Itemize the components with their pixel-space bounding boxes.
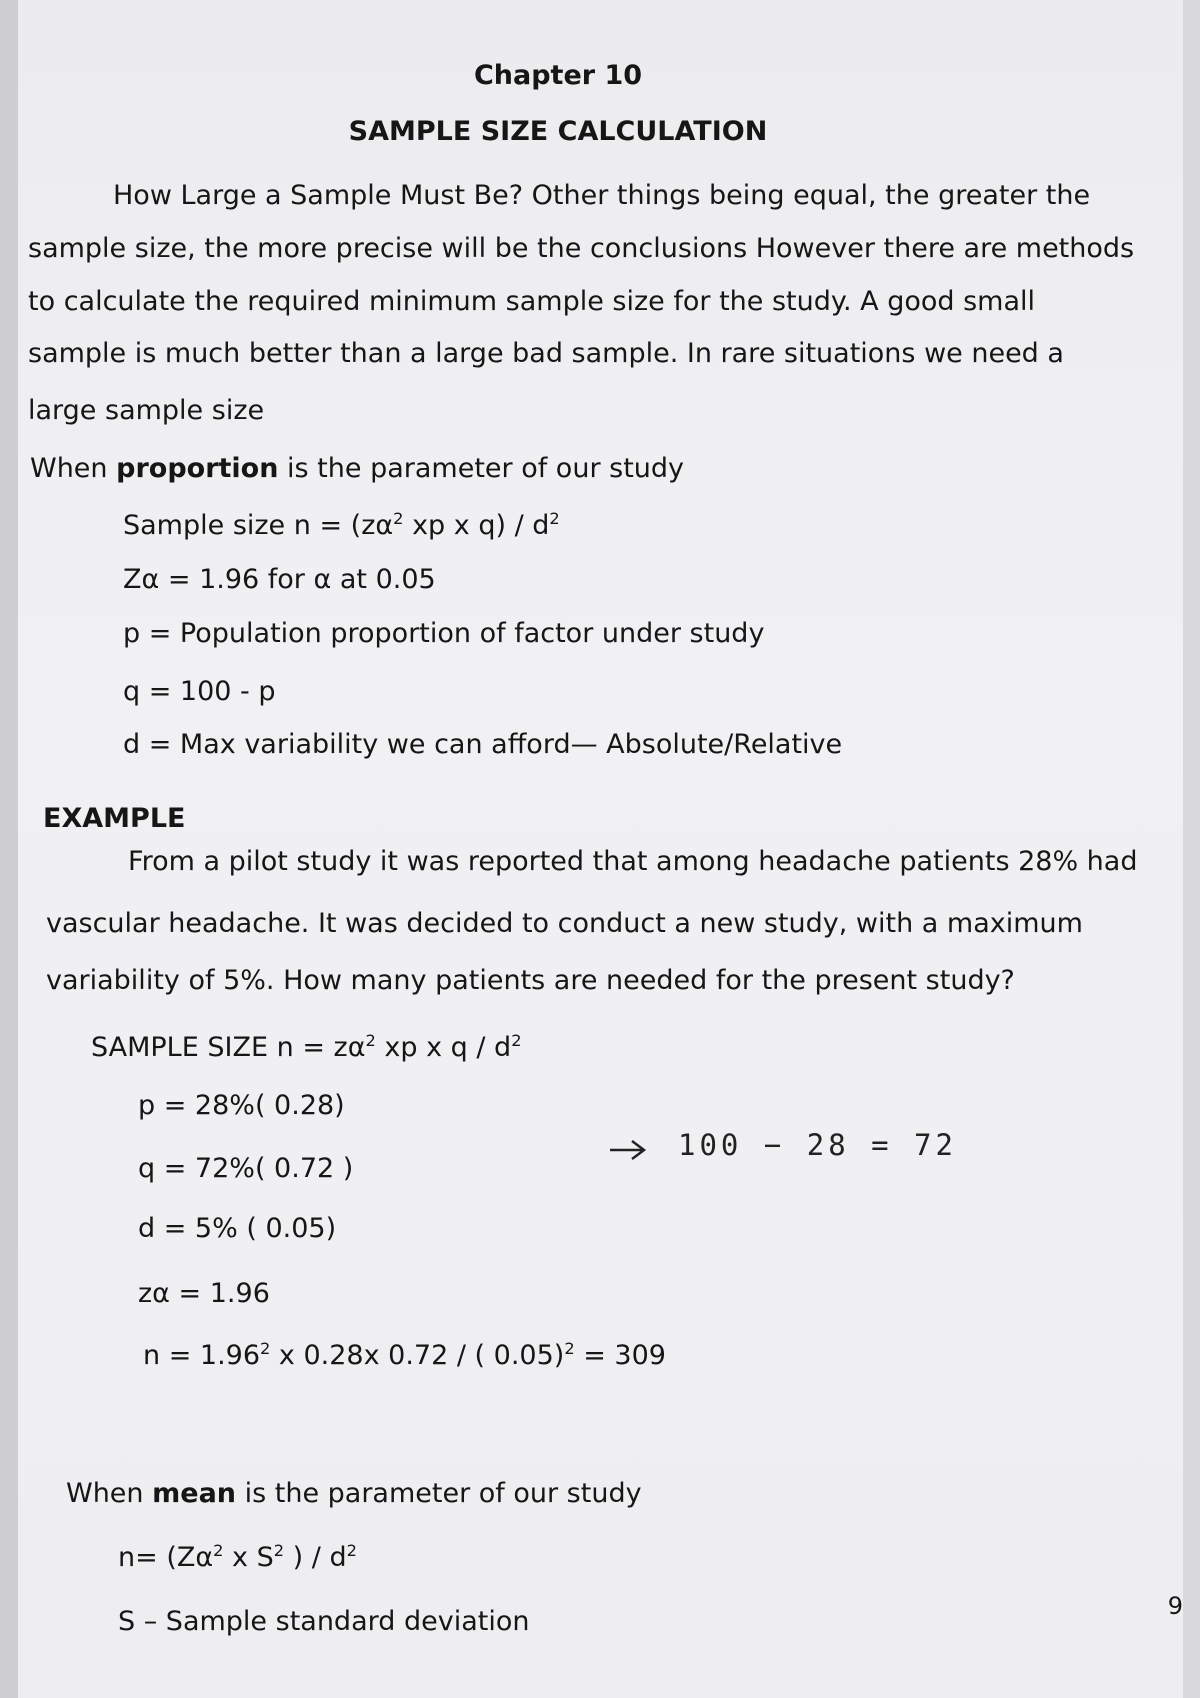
- exponent: 2: [365, 1031, 376, 1050]
- formula-text: n= (Zα: [118, 1542, 214, 1573]
- page-title: SAMPLE SIZE CALCULATION: [348, 116, 768, 147]
- formula-label: SAMPLE SIZE: [91, 1032, 277, 1063]
- example-line: vascular headache. It was decided to conduct a new study, with a maximum: [46, 908, 1083, 939]
- sample-size-formula: [91, 1032, 522, 1063]
- formula-text: xp x q / d: [375, 1032, 512, 1063]
- exponent: 2: [549, 509, 560, 528]
- scan-edge: [0, 0, 18, 1698]
- handwritten-note: 100 − 28 = 72: [678, 1128, 957, 1162]
- intro-line: large sample size: [28, 395, 265, 426]
- heading-text: When: [66, 1478, 153, 1509]
- intro-line: How Large a Sample Must Be? Other things being equal, the greater the: [113, 180, 1091, 211]
- formula-text: x S: [223, 1542, 274, 1573]
- proportion-heading: [30, 453, 684, 484]
- n-calculation: [143, 1340, 666, 1371]
- page-number: 9: [1167, 1592, 1183, 1620]
- d-definition: d = Max variability we can afford— Absolute/Relative: [123, 729, 843, 760]
- heading-text: is the parameter of our study: [236, 1478, 642, 1509]
- heading-keyword: proportion: [116, 453, 279, 484]
- proportion-formula: [123, 510, 560, 541]
- intro-line: to calculate the required minimum sample size for the study. A good small: [28, 286, 1036, 317]
- formula-text: n = zα: [276, 1032, 366, 1063]
- calculation-result: = 309: [574, 1340, 666, 1371]
- d-value: d = 5% ( 0.05): [138, 1213, 337, 1244]
- example-line: variability of 5%. How many patients are needed for the present study?: [46, 965, 1015, 996]
- formula-text: n = 1.96: [143, 1340, 261, 1371]
- exponent: 2: [511, 1031, 522, 1050]
- q-value: q = 72%( 0.72 ): [138, 1153, 354, 1184]
- z-definition: Zα = 1.96 for α at 0.05: [123, 564, 436, 595]
- z-value: zα = 1.96: [138, 1278, 270, 1309]
- p-value: p = 28%( 0.28): [138, 1090, 345, 1121]
- chapter-label: Chapter 10: [473, 60, 643, 91]
- exponent: 2: [273, 1541, 285, 1560]
- exponent: 2: [260, 1339, 271, 1358]
- p-definition: p = Population proportion of factor under study: [123, 618, 765, 649]
- s-definition: S – Sample standard deviation: [118, 1606, 530, 1637]
- formula-text: ) / d: [284, 1542, 347, 1573]
- intro-line: sample is much better than a large bad sample. In rare situations we need a: [28, 338, 1064, 369]
- intro-line: sample size, the more precise will be the conclusions However there are methods: [28, 233, 1135, 264]
- exponent: 2: [213, 1541, 224, 1560]
- arrow-icon: [608, 1138, 648, 1166]
- heading-text: is the parameter of our study: [278, 453, 685, 484]
- example-heading: EXAMPLE: [43, 803, 186, 834]
- exponent: 2: [564, 1339, 575, 1358]
- mean-heading: [66, 1478, 642, 1509]
- formula-text: x 0.28x 0.72 / ( 0.05): [270, 1340, 565, 1371]
- document-page: [18, 0, 1183, 1698]
- mean-formula: [118, 1542, 357, 1573]
- formula-text: xp x q) / d: [403, 510, 550, 541]
- exponent: 2: [393, 509, 404, 528]
- exponent: 2: [346, 1541, 357, 1560]
- formula-label: Sample size: [123, 510, 294, 541]
- example-line: From a pilot study it was reported that among headache patients 28% had: [128, 846, 1138, 877]
- heading-keyword: mean: [152, 1478, 237, 1509]
- formula-text: n = (zα: [293, 510, 394, 541]
- q-definition: q = 100 - p: [123, 676, 276, 707]
- heading-text: When: [30, 453, 117, 484]
